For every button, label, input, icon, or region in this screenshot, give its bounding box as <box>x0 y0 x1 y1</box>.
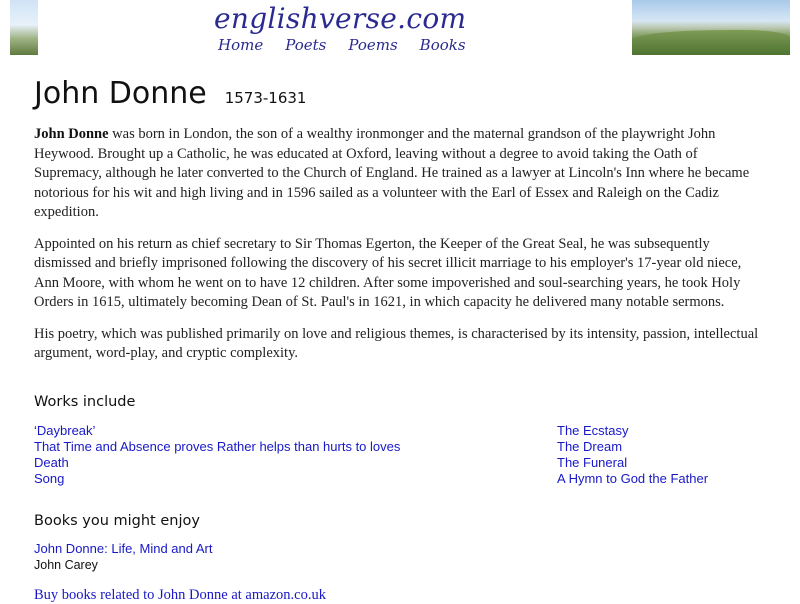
list-item <box>34 470 557 486</box>
work-link[interactable]: That Time and Absence proves Rather helps than hurts to loves <box>34 438 401 454</box>
bio-paragraph-1 <box>34 125 769 223</box>
work-link[interactable]: The Ecstasy <box>557 422 629 438</box>
work-link[interactable]: A Hymn to God the Father <box>557 470 709 486</box>
works-list <box>34 422 769 486</box>
banner-photo-left <box>10 0 38 55</box>
list-item <box>34 438 557 454</box>
title-row <box>34 76 769 111</box>
poet-dates: 1573-1631 <box>224 89 307 107</box>
list-item <box>557 438 708 454</box>
page-title: John Donne <box>34 76 207 111</box>
amazon-buy-link[interactable]: Buy books related to John Donne at amazon.co.uk <box>34 586 326 603</box>
banner-landscape-photo <box>632 0 790 55</box>
list-item <box>557 470 708 486</box>
nav-poets[interactable]: Poets <box>285 36 327 54</box>
works-column-left <box>34 422 557 486</box>
books-heading: Books you might enjoy <box>34 512 200 529</box>
list-item <box>34 422 557 438</box>
list-item <box>557 454 708 470</box>
site-logo[interactable]: englishverse.com <box>214 2 467 35</box>
nav-poems[interactable]: Poems <box>348 36 398 54</box>
nav-books[interactable]: Books <box>419 36 466 54</box>
list-item <box>34 454 557 470</box>
bio-paragraph-1-text: was born in London, the son of a wealthy ironmonger and the maternal grandson of the playwright John Heywood. Brought up a Catholic, he was educated at Oxford, leaving without a degree to avoid taking the Oath of Supremacy, although he later converted to the Church of England. He trained as a lawyer at Lincoln's Inn where he became notorious for his wit and high living and in 1596 sailed as a volunteer with the Earl of Essex and Raleigh on the Cadiz expedition. <box>34 126 750 220</box>
work-link[interactable]: Song <box>34 470 65 486</box>
work-link[interactable]: The Dream <box>557 438 623 454</box>
nav-home[interactable]: Home <box>218 36 264 54</box>
site-banner <box>0 0 800 58</box>
landscape-hill <box>632 30 790 55</box>
works-heading: Works include <box>34 393 136 410</box>
main-content <box>34 76 769 604</box>
work-link[interactable]: Death <box>34 454 69 470</box>
works-column-right <box>557 422 708 486</box>
bio-paragraph-2: Appointed on his return as chief secretary to Sir Thomas Egerton, the Keeper of the Great Seal, he was subsequently dismissed and briefly imprisoned following the discovery of his secret illicit marriage to his employer's 17-year old niece, Ann Moore, with whom he went on to have 12 children. After some impoverished and soul-searching years, he took Holy Orders in 1615, ultimately becoming Dean of St. Paul's in 1621, in which capacity he delivered many notable sermons. <box>34 235 742 310</box>
work-link[interactable]: The Funeral <box>557 454 628 470</box>
list-item <box>557 422 708 438</box>
work-link[interactable]: ‘Daybreak’ <box>34 422 96 438</box>
book-author: John Carey <box>34 557 98 572</box>
main-nav <box>218 36 466 54</box>
bio-paragraph-3: His poetry, which was published primarily on love and religious themes, is characterised by its intensity, passion, intellectual argument, word-play, and cryptic complexity. <box>34 325 759 361</box>
bio-poet-name: John Donne <box>34 126 109 142</box>
book-title-link[interactable]: John Donne: Life, Mind and Art <box>34 540 213 556</box>
